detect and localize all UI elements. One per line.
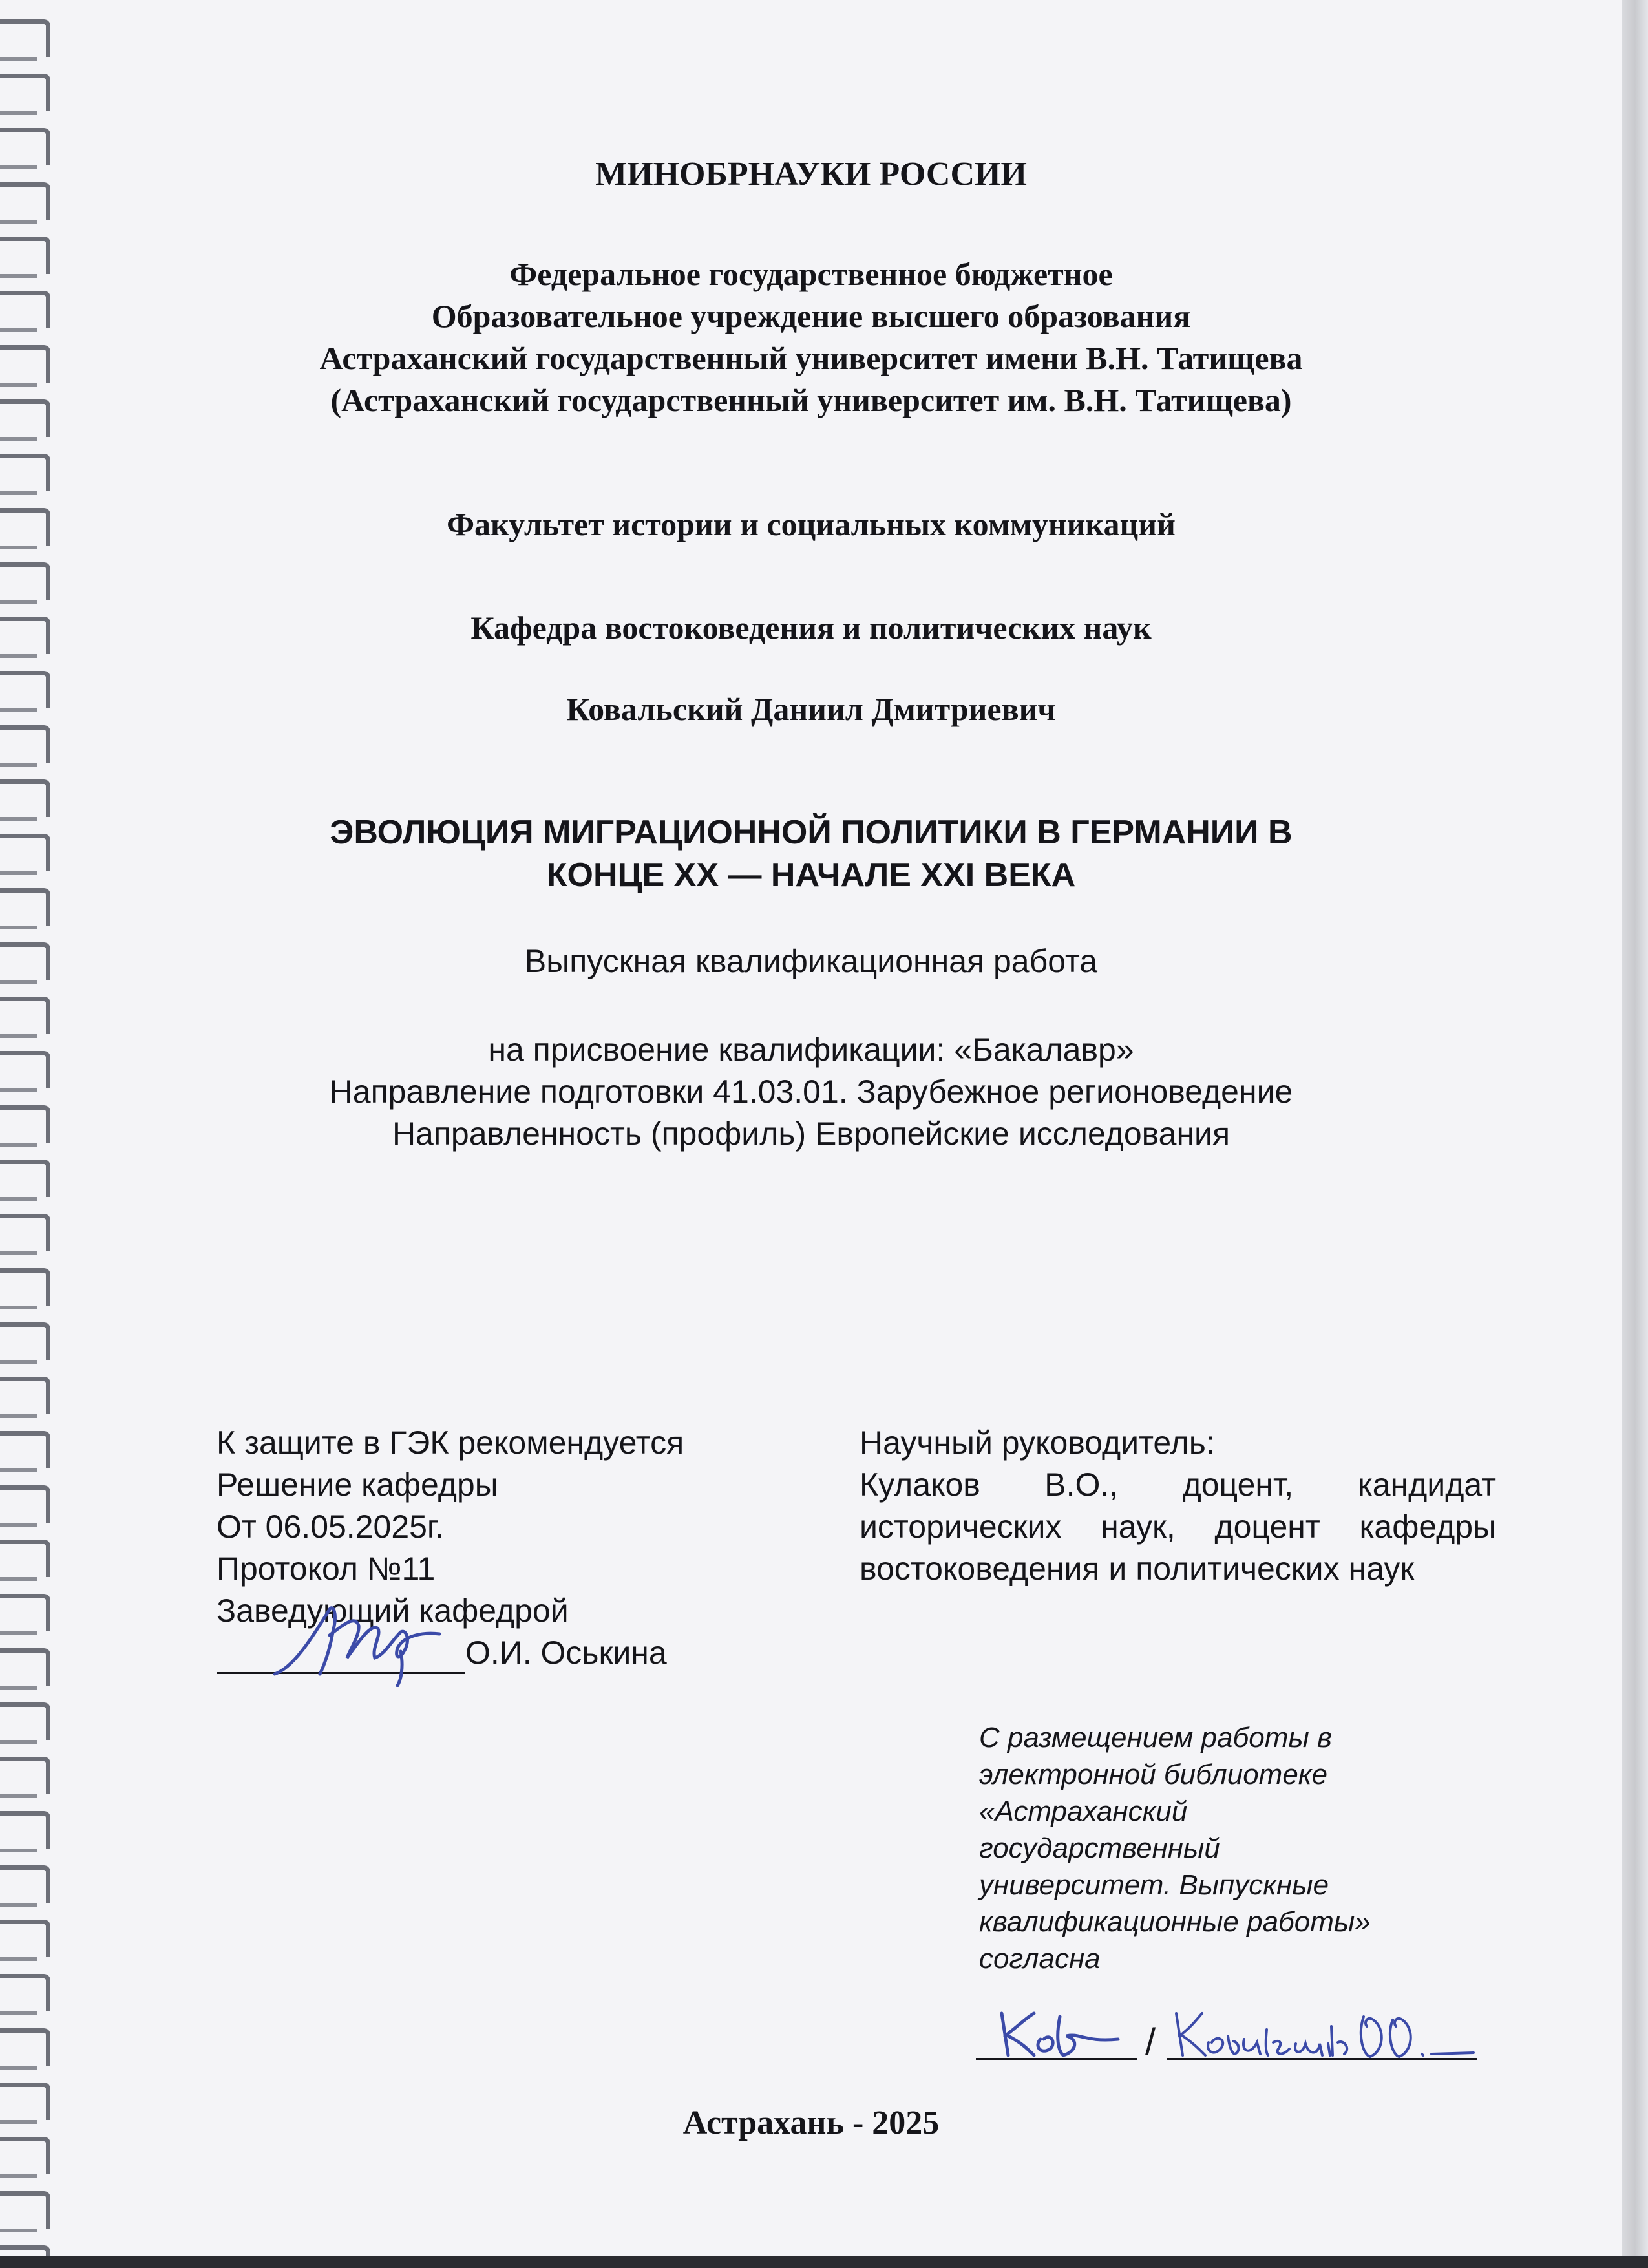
supervisor-heading: Научный руководитель: bbox=[860, 1425, 1215, 1461]
scan-bottom-edge bbox=[0, 2256, 1648, 2268]
binding-ring bbox=[0, 725, 50, 763]
binding-ring bbox=[0, 2028, 50, 2066]
signature-separator: / bbox=[1145, 2021, 1156, 2063]
qualification-info bbox=[0, 1029, 1622, 1155]
binding-ring bbox=[0, 1594, 50, 1631]
head-name: О.И. Оськина bbox=[465, 1635, 667, 1671]
binding-ring bbox=[0, 1974, 50, 2011]
work-type: Выпускная квалификационная работа bbox=[524, 943, 1098, 979]
consent-line: квалификационные работы» bbox=[979, 1906, 1371, 1938]
binding-ring bbox=[0, 1268, 50, 1306]
protocol-number: Протокол №11 bbox=[217, 1551, 436, 1587]
study-direction: Направление подготовки 41.03.01. Зарубежное регионоведение bbox=[329, 1074, 1293, 1110]
consent-signature-row bbox=[976, 1994, 1480, 2072]
supervisor-line: востоковедения и политических наук bbox=[860, 1551, 1415, 1587]
binding-ring bbox=[0, 1160, 50, 1197]
study-profile: Направленность (профиль) Европейские исследования bbox=[392, 1116, 1231, 1152]
consent-line: «Астраханский bbox=[979, 1796, 1188, 1827]
binding-ring bbox=[0, 19, 50, 57]
binding-ring bbox=[0, 1377, 50, 1414]
defense-line: Решение кафедры bbox=[217, 1467, 498, 1503]
page-edge bbox=[1622, 0, 1648, 2268]
binding-ring bbox=[0, 1920, 50, 1957]
binding-ring bbox=[0, 1865, 50, 1903]
library-consent bbox=[979, 1719, 1470, 1977]
ministry-heading: МИНОБРНАУКИ РОССИИ bbox=[595, 156, 1027, 193]
head-title: Заведующий кафедрой bbox=[217, 1593, 569, 1629]
binding-ring bbox=[0, 1214, 50, 1251]
handwritten-name-signature bbox=[1170, 1997, 1480, 2068]
title-line: ЭВОЛЮЦИЯ МИГРАЦИОННОЙ ПОЛИТИКИ В ГЕРМАНИИ В bbox=[330, 814, 1293, 851]
consent-line: электронной библиотеке bbox=[979, 1759, 1328, 1790]
title-line: КОНЦЕ XX — НАЧАЛЕ XXI ВЕКА bbox=[546, 856, 1076, 894]
org-line: Федеральное государственное бюджетное bbox=[509, 256, 1113, 292]
org-line: (Астраханский государственный университет им. В.Н. Татищева) bbox=[330, 382, 1292, 418]
head-signature-row bbox=[217, 1632, 798, 1677]
faculty-name: Факультет истории и социальных коммуникаций bbox=[447, 506, 1176, 542]
binding-ring bbox=[0, 1648, 50, 1686]
defense-recommendation bbox=[217, 1422, 798, 1677]
binding-ring bbox=[0, 74, 50, 111]
consent-line: государственный bbox=[979, 1832, 1220, 1864]
binding-ring bbox=[0, 1322, 50, 1360]
organization-name bbox=[0, 253, 1622, 421]
thesis-title bbox=[0, 811, 1622, 896]
org-line: Астраханский государственный университет имени В.Н. Татищева bbox=[319, 340, 1303, 376]
binding-ring bbox=[0, 1757, 50, 1794]
binding-ring bbox=[0, 2191, 50, 2229]
binding-ring bbox=[0, 1702, 50, 1740]
binding-ring bbox=[0, 562, 50, 600]
consent-line: С размещением работы в bbox=[979, 1722, 1332, 1754]
supervisor-info bbox=[860, 1422, 1496, 1590]
binding-ring bbox=[0, 1431, 50, 1468]
binding-ring bbox=[0, 1485, 50, 1523]
binding-ring bbox=[0, 1811, 50, 1849]
defense-line: К защите в ГЭК рекомендуется bbox=[217, 1425, 684, 1461]
binding-ring bbox=[0, 1540, 50, 1577]
handwritten-signature-student bbox=[989, 1994, 1131, 2072]
supervisor-line: исторических наук, доцент кафедры bbox=[860, 1509, 1496, 1545]
city-year: Астрахань - 2025 bbox=[682, 2104, 940, 2141]
qualification-line: на присвоение квалификации: «Бакалавр» bbox=[488, 1032, 1134, 1068]
author-name: Ковальский Даниил Дмитриевич bbox=[566, 691, 1056, 727]
org-line: Образовательное учреждение высшего образования bbox=[431, 298, 1191, 334]
binding-ring bbox=[0, 2137, 50, 2174]
consent-line: университет. Выпускные bbox=[979, 1869, 1329, 1901]
binding-ring bbox=[0, 454, 50, 491]
defense-date: От 06.05.2025г. bbox=[217, 1509, 444, 1545]
supervisor-line: Кулаков В.О., доцент, кандидат bbox=[860, 1467, 1496, 1503]
handwritten-signature-head bbox=[268, 1596, 449, 1687]
consent-line: согласна bbox=[979, 1943, 1101, 1975]
department-name: Кафедра востоковедения и политических наук bbox=[470, 609, 1152, 646]
